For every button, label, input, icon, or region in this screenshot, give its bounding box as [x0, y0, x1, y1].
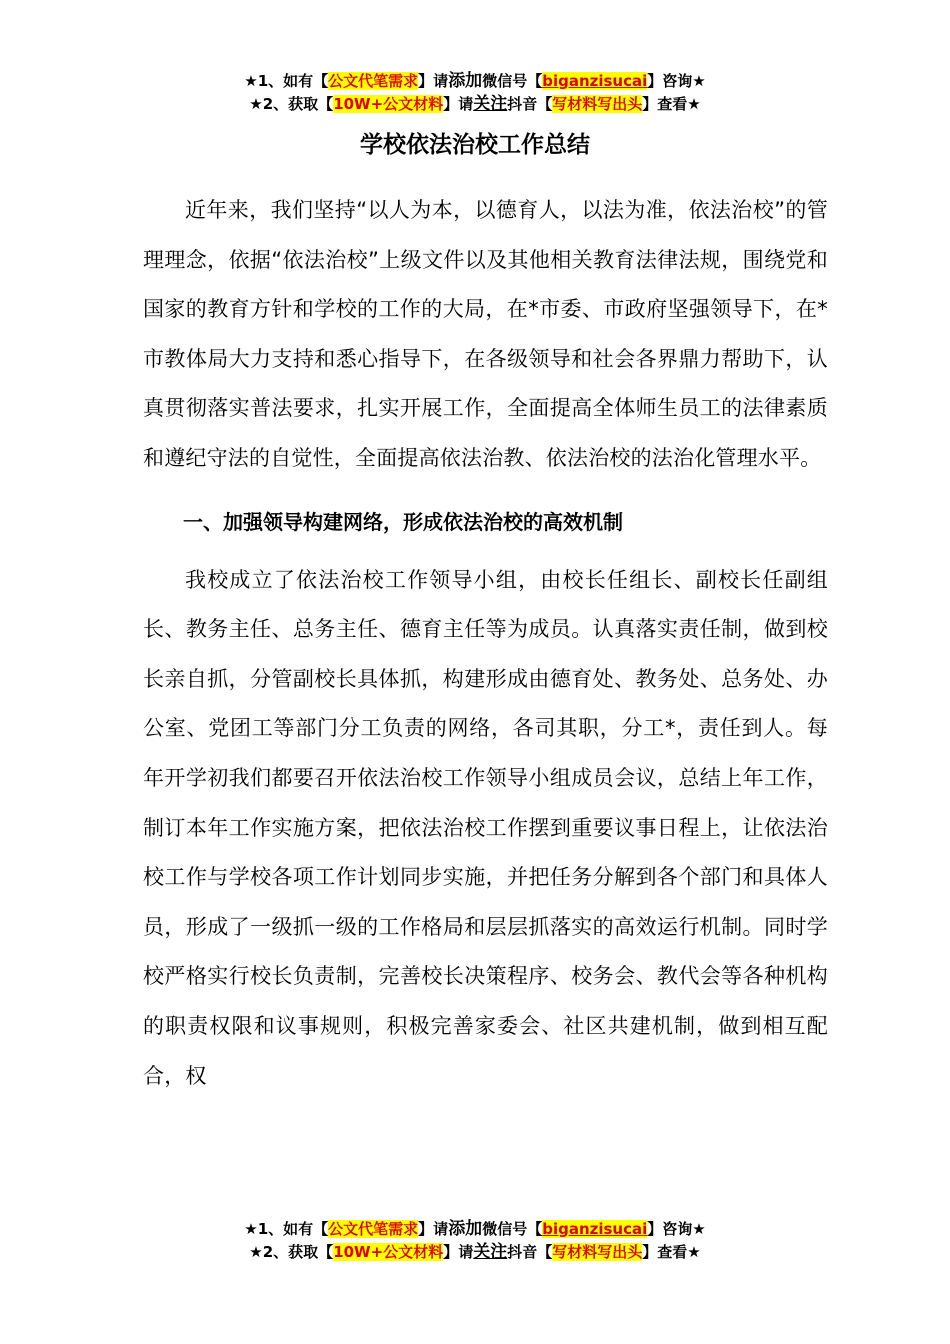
- banner-text: 】查看: [642, 1243, 688, 1261]
- banner-text: 】查看: [642, 95, 688, 113]
- banner-text: 微信号【: [482, 72, 543, 90]
- star-icon: ★: [687, 95, 701, 113]
- banner-line-1: [0, 70, 950, 93]
- intro-paragraph: 近年来，我们坚持“以人为本，以德育人，以法为准，依法治校”的管理理念，依据“依法治校”上级文件以及其他相关教育法律法规，围绕党和国家的教育方针和学校的工作的大局，在*市委、市政府坚强领导下，在*市教体局大力支持和悉心指导下，在各级领导和社会各界鼎力帮助下，认真贯彻落实普法要求，扎实开展工作，全面提高全体师生员工的法律素质和遵纪守法的自觉性，全面提高依法治教、依法治校的法治化管理水平。: [143, 198, 828, 470]
- banner-text: 1、如有【: [257, 72, 329, 90]
- highlight-materials: 10W+公文材料: [333, 95, 444, 113]
- star-icon: ★: [244, 1220, 258, 1238]
- star-icon: ★: [692, 1220, 706, 1238]
- highlight-service: 公文代笔需求: [328, 72, 419, 90]
- banner-text: 】请: [443, 95, 474, 113]
- banner-text: 1、如有【: [257, 1220, 329, 1238]
- wechat-id: biganzisucai: [542, 1220, 648, 1238]
- banner-add-text: 添加: [448, 71, 483, 91]
- star-icon: ★: [249, 1243, 263, 1261]
- banner-text: 】咨询: [647, 1220, 693, 1238]
- star-icon: ★: [244, 72, 258, 90]
- banner-text: 抖音【: [507, 1243, 553, 1261]
- douyin-account: 写材料写出头: [552, 1243, 643, 1261]
- document-body: [143, 186, 828, 1101]
- top-banner: [0, 70, 950, 116]
- banner-add-text: 添加: [448, 1219, 483, 1239]
- highlight-service: 公文代笔需求: [328, 1220, 419, 1238]
- banner-line-2: [0, 1241, 950, 1264]
- douyin-account: 写材料写出头: [552, 95, 643, 113]
- star-icon: ★: [687, 1243, 701, 1261]
- banner-text: 2、获取【: [262, 95, 334, 113]
- banner-text: 2、获取【: [262, 1243, 334, 1261]
- banner-follow-text: 关注: [473, 1242, 508, 1262]
- banner-text: 微信号【: [482, 1220, 543, 1238]
- banner-follow-text: 关注: [473, 94, 508, 114]
- banner-line-2: [0, 93, 950, 116]
- banner-text: 】请: [443, 1243, 474, 1261]
- highlight-materials: 10W+公文材料: [333, 1243, 444, 1261]
- banner-text: 】请: [418, 72, 449, 90]
- banner-text: 抖音【: [507, 95, 553, 113]
- banner-line-1: [0, 1218, 950, 1241]
- section-paragraph: 我校成立了依法治校工作领导小组，由校长任组长、副校长任副组长、教务主任、总务主任、德育主任等为成员。认真落实责任制，做到校长亲自抓，分管副校长具体抓，构建形成由德育处、教务处、总务处、办公室、党团工等部门分工负责的网络，各司其职，分工*，责任到人。每年开学初我们都要召开依法治校工作领导小组成员会议，总结上年工作，制订本年工作实施方案，把依法治校工作摆到重要议事日程上，让依法治校工作与学校各项工作计划同步实施，并把任务分解到各个部门和具体人员，形成了一级抓一级的工作格局和层层抓落实的高效运行机制。同时学校严格实行校长负责制，完善校长决策程序、校务会、教代会等各种机构的职责权限和议事规则，积极完善家委会、社区共建机制，做到相互配合，权: [143, 567, 828, 1088]
- bottom-banner: [0, 1218, 950, 1264]
- star-icon: ★: [692, 72, 706, 90]
- star-icon: ★: [249, 95, 263, 113]
- banner-text: 】请: [418, 1220, 449, 1238]
- banner-text: 】咨询: [647, 72, 693, 90]
- document-title: 学校依法治校工作总结: [360, 132, 590, 158]
- section-heading: 一、加强领导构建网络，形成依法治校的高效机制: [183, 509, 623, 534]
- wechat-id: biganzisucai: [542, 72, 648, 90]
